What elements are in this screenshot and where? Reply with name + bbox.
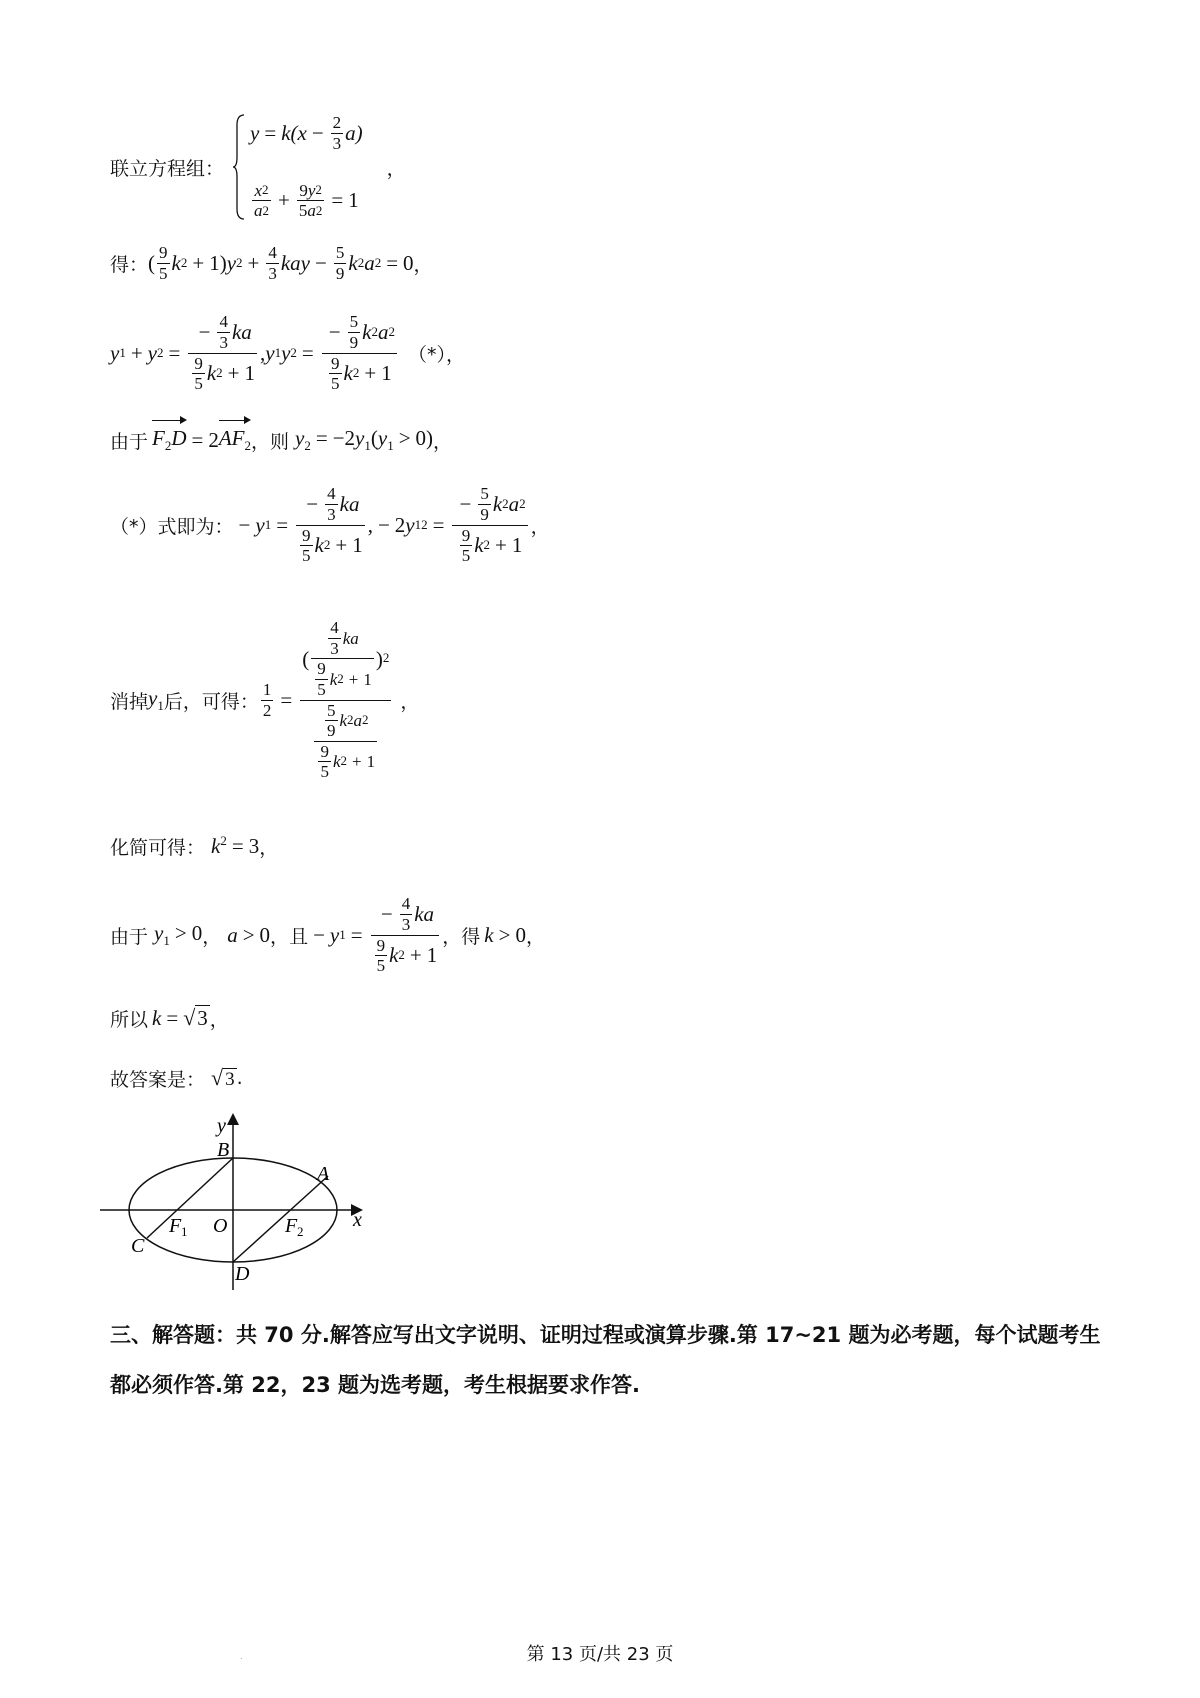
k-value: k = √ 3 [152, 1005, 208, 1030]
since-label: 由于 [110, 430, 149, 453]
comma: ， [209, 1008, 229, 1031]
therefore-label: 所以 [110, 1008, 149, 1031]
y-relation: $y_2 = -2y_1(y_1 > 0)$ [295, 425, 434, 454]
page-footer: 第 13 页/共 23 页 [526, 1644, 674, 1665]
label-A: A [317, 1163, 330, 1185]
vector-line [110, 418, 452, 462]
system-label: 联立方程组： [110, 157, 225, 180]
label-C: C [131, 1235, 145, 1257]
comma: ， [525, 925, 545, 948]
a-positive: a > 0 [227, 922, 271, 947]
ellipse-equation: x 2 a 2 + 9 y 2 5 a 2 = 1 [254, 180, 359, 221]
section-heading: 三、解答题：共 70 分.解答应写出文字说明、证明过程或演算步骤.第 17~21 题为必考题，每个试题考生都必须作答.第 22，23 题为选考题，考生根据要求作答. [110, 1323, 1101, 1397]
ellipse-figure [95, 1108, 395, 1298]
obtain-label: 得： [110, 253, 149, 276]
and-label: 且 [289, 925, 309, 948]
footer-mark: . [240, 1652, 243, 1661]
chord-AD [233, 1176, 328, 1262]
k-squared-value: $k^2 = 3$ [211, 833, 260, 858]
label-B: B [217, 1139, 230, 1161]
label-F2: F [285, 1215, 298, 1237]
quadratic-equation: ( $\frac{9}{5}$ k 2 + 1) y 2 + $\frac{4}{3}$ kay − $\frac{5}{9}$ k 2 a 2 = 0 [148, 242, 414, 283]
comma: ， [386, 157, 406, 180]
vector-relation: $F_2D$ = 2 $AF_2$ [152, 425, 252, 454]
neg-y1-formula: − y 1 = − $\frac{4}{3}$ ka $\frac{9}{5}$ k 2 + 1 [313, 894, 438, 976]
period: . [236, 1067, 243, 1089]
k-positive: k > 0 [484, 922, 526, 947]
star-substituted-line [110, 470, 550, 580]
vieta-formulas: y 1 + y 2 = − $\frac{4}{3}$ ka $\frac{9}{5}$ k 2 + 1 , y 1 y 2 = − $\frac{5}{9}$ k 2 a 2 $\frac{9}{5}$ k 2 + 1 [110, 312, 395, 394]
label-x: x [353, 1209, 362, 1231]
y1-symbol: $y_1$ [148, 685, 164, 714]
comma: ， [413, 253, 433, 276]
substituted-formulas: − y 1 = − $\frac{4}{3}$ ka $\frac{9}{5}$ k 2 + 1 , − 2 y 1 2 = − $\frac{5}{9}$ k 2 a 2 $\frac{9}{5}$ k 2 + 1 [238, 484, 526, 566]
equation-system [232, 113, 363, 221]
label-F1: F [169, 1215, 182, 1237]
label-F2-sub: 2 [297, 1224, 304, 1239]
since-label: 由于 [110, 925, 149, 948]
answer-line [110, 1056, 243, 1100]
get-label: ，得 [442, 925, 481, 948]
comma: ， [400, 690, 420, 713]
left-brace-icon [232, 113, 246, 221]
eliminate-label: 消掉 [110, 690, 149, 713]
star-tag: （*）， [407, 343, 465, 366]
label-D: D [235, 1263, 250, 1285]
comma: ， [270, 925, 290, 948]
simplify-label: 化简可得： [110, 836, 206, 859]
comma: ， [530, 515, 550, 538]
label-F1-sub: 1 [181, 1224, 188, 1239]
comma: ， [202, 925, 222, 948]
equation-system-line [110, 112, 406, 222]
answer-value: √ 3 [211, 1065, 235, 1090]
answer-label: 故答案是： [110, 1068, 206, 1091]
simplify-line [110, 826, 278, 866]
ratio-equation: $\frac{1}{2}$ = ( $\frac{4}{3}$ ka $\frac{9}{5}$ k 2 + 1 ) 2 $\frac{5}{9}$ k 2 a 2 $\frac{9}{5}$ k 2 + 1 [262, 618, 390, 782]
star-label: （*）式即为： [110, 515, 234, 538]
comma: ， [433, 430, 453, 453]
label-O: O [213, 1215, 228, 1237]
y1-positive: $y_1 > 0$ [154, 920, 203, 949]
after-label: 后，可得： [163, 690, 259, 713]
line-equation: y = k(x − $\frac{2}{3}$ a) [250, 113, 363, 153]
then-label: ，则 [251, 430, 290, 453]
eliminate-line [110, 590, 419, 810]
therefore-line [110, 996, 229, 1040]
label-y: y [217, 1115, 226, 1137]
vieta-line [110, 298, 465, 408]
quadratic-line [110, 238, 433, 288]
comma: ， [259, 836, 279, 859]
condition-line [110, 880, 545, 990]
